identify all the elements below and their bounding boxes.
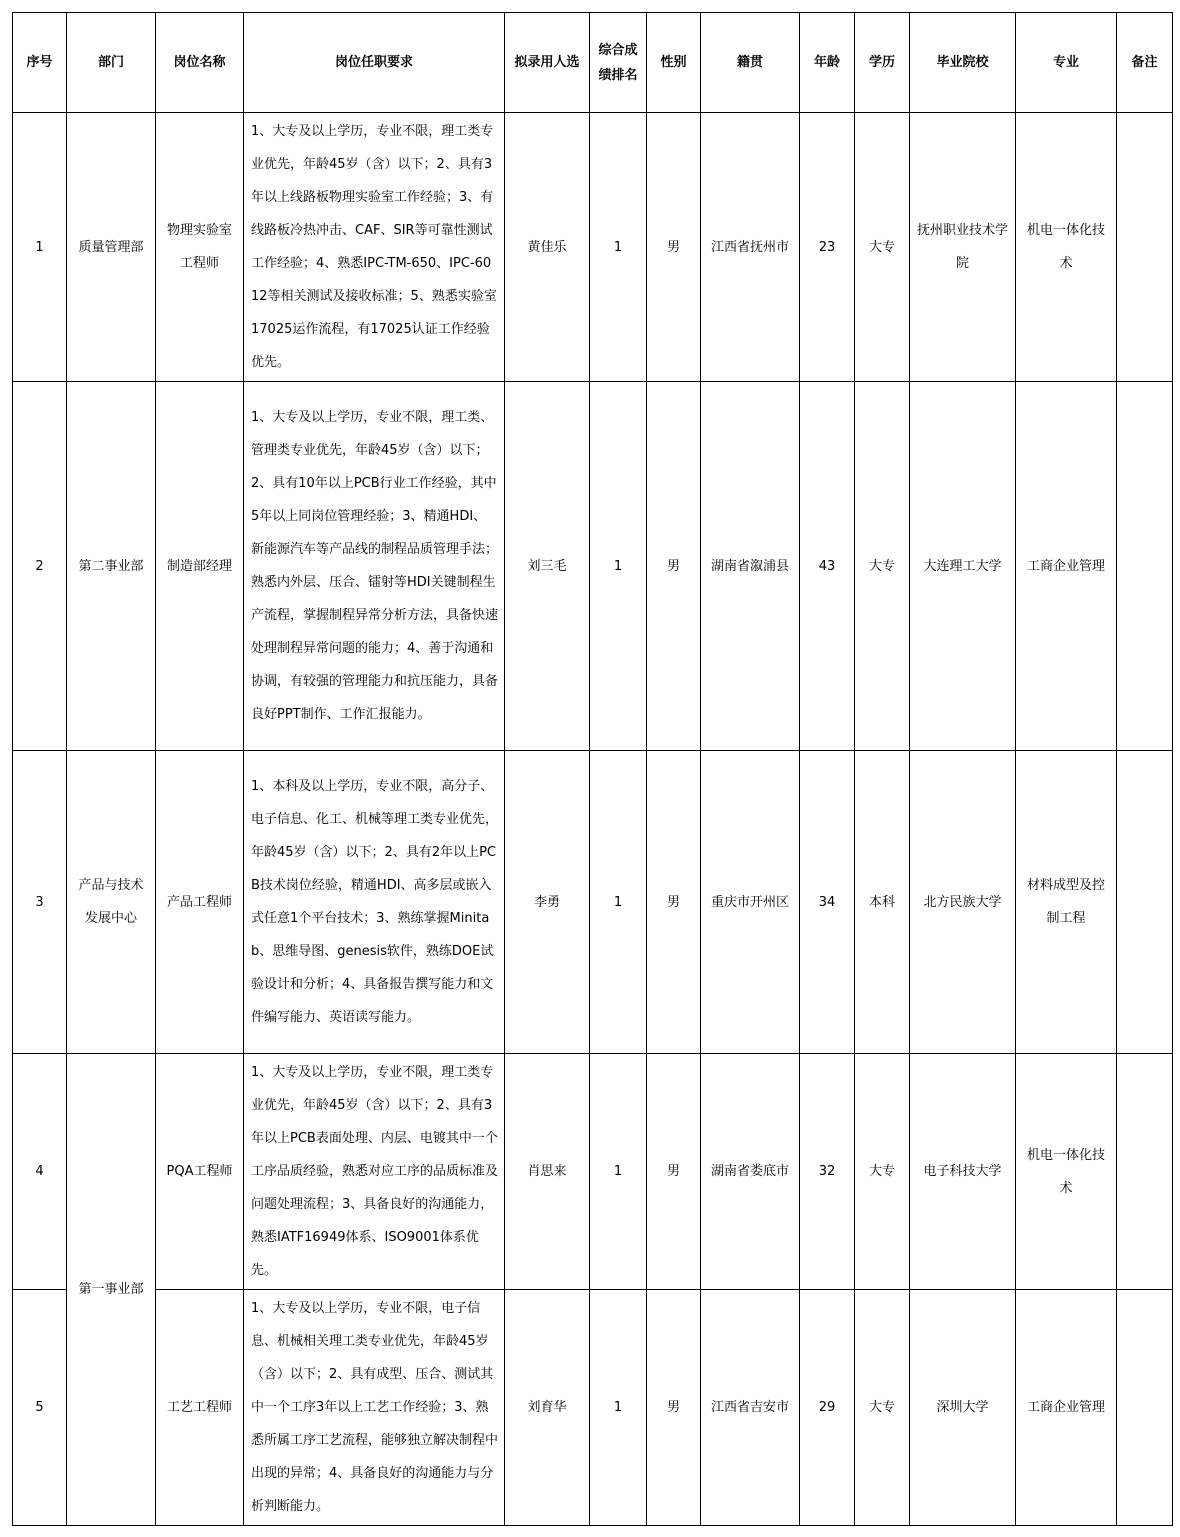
cell-req: 1、大专及以上学历，专业不限，理工类专业优先，年龄45岁（含）以下；2、具有3年以上PCB表面处理、内层、电镀其中一个工序品质经验，熟悉对应工序的品质标准及问题处理流程；3、具备良好的沟通能力，熟悉IATF16949体系、ISO9001体系优先。 [244, 1054, 505, 1290]
cell-gender: 男 [647, 113, 701, 382]
cell-gender: 男 [647, 1290, 701, 1526]
cell-origin: 江西省吉安市 [701, 1290, 800, 1526]
cell-school: 抚州职业技术学院 [910, 113, 1016, 382]
cell-major: 工商企业管理 [1016, 382, 1117, 751]
cell-req: 1、大专及以上学历，专业不限，电子信息、机械相关理工类专业优先，年龄45岁（含）以下；2、具有成型、压合、测试其中一个工序3年以上工艺工作经验；3、熟悉所属工序工艺流程，能够独立解决制程中出现的异常；4、具备良好的沟通能力与分析判断能力。 [244, 1290, 505, 1526]
cell-dept: 质量管理部 [67, 113, 156, 382]
header-age: 年龄 [800, 13, 855, 113]
cell-origin: 湖南省溆浦县 [701, 382, 800, 751]
recruitment-table [12, 12, 1173, 1526]
cell-major: 机电一体化技术 [1016, 1054, 1117, 1290]
header-req: 岗位任职要求 [244, 13, 505, 113]
cell-req: 1、本科及以上学历，专业不限，高分子、电子信息、化工、机械等理工类专业优先，年龄45岁（含）以下；2、具有2年以上PCB技术岗位经验，精通HDI、高多层或嵌入式任意1个平台技术；3、熟练掌握Minitab、思维导图、genesis软件，熟练DOE试验设计和分析；4、具备报告撰写能力和文件编写能力、英语读写能力。 [244, 751, 505, 1054]
table-row [13, 751, 1173, 1054]
cell-major: 机电一体化技术 [1016, 113, 1117, 382]
cell-name: 刘育华 [505, 1290, 590, 1526]
table-row [13, 113, 1173, 382]
cell-no: 5 [13, 1290, 67, 1526]
cell-note [1117, 113, 1173, 382]
cell-req: 1、大专及以上学历，专业不限，理工类、管理类专业优先，年龄45岁（含）以下；2、具有10年以上PCB行业工作经验，其中5年以上同岗位管理经验；3、精通HDI、新能源汽车等产品线的制程品质管理手法；熟悉内外层、压合、镭射等HDI关键制程生产流程，掌握制程异常分析方法，具备快速处理制程异常问题的能力；4、善于沟通和协调，有较强的管理能力和抗压能力，具备良好PPT制作、工作汇报能力。 [244, 382, 505, 751]
header-note: 备注 [1117, 13, 1173, 113]
cell-rank: 1 [590, 382, 647, 751]
table-row [13, 382, 1173, 751]
cell-origin: 江西省抚州市 [701, 113, 800, 382]
cell-age: 29 [800, 1290, 855, 1526]
cell-rank: 1 [590, 751, 647, 1054]
cell-post: 制造部经理 [156, 382, 244, 751]
cell-no: 1 [13, 113, 67, 382]
cell-note [1117, 751, 1173, 1054]
cell-dept: 第二事业部 [67, 382, 156, 751]
cell-note [1117, 382, 1173, 751]
cell-post: 工艺工程师 [156, 1290, 244, 1526]
cell-school: 电子科技大学 [910, 1054, 1016, 1290]
cell-origin: 重庆市开州区 [701, 751, 800, 1054]
header-row [13, 13, 1173, 113]
header-origin: 籍贯 [701, 13, 800, 113]
header-name: 拟录用人选 [505, 13, 590, 113]
cell-edu: 本科 [855, 751, 910, 1054]
header-edu: 学历 [855, 13, 910, 113]
cell-edu: 大专 [855, 382, 910, 751]
header-rank: 综合成绩排名 [590, 13, 647, 113]
cell-name: 黄佳乐 [505, 113, 590, 382]
cell-edu: 大专 [855, 1054, 910, 1290]
table-row [13, 1054, 1173, 1290]
cell-post: 产品工程师 [156, 751, 244, 1054]
cell-age: 23 [800, 113, 855, 382]
cell-name: 肖思来 [505, 1054, 590, 1290]
header-dept: 部门 [67, 13, 156, 113]
cell-major: 工商企业管理 [1016, 1290, 1117, 1526]
cell-no: 4 [13, 1054, 67, 1290]
cell-major: 材料成型及控制工程 [1016, 751, 1117, 1054]
cell-name: 李勇 [505, 751, 590, 1054]
cell-dept: 第一事业部 [67, 1054, 156, 1526]
cell-no: 3 [13, 751, 67, 1054]
cell-note [1117, 1054, 1173, 1290]
cell-note [1117, 1290, 1173, 1526]
cell-edu: 大专 [855, 113, 910, 382]
cell-req: 1、大专及以上学历，专业不限，理工类专业优先，年龄45岁（含）以下；2、具有3年以上线路板物理实验室工作经验；3、有线路板冷热冲击、CAF、SIR等可靠性测试工作经验；4、熟悉IPC-TM-650、IPC-6012等相关测试及接收标准；5、熟悉实验室17025运作流程，有17025认证工作经验优先。 [244, 113, 505, 382]
header-school: 毕业院校 [910, 13, 1016, 113]
cell-post: PQA工程师 [156, 1054, 244, 1290]
table-row [13, 1290, 1173, 1526]
cell-no: 2 [13, 382, 67, 751]
header-no: 序号 [13, 13, 67, 113]
header-post: 岗位名称 [156, 13, 244, 113]
cell-gender: 男 [647, 1054, 701, 1290]
cell-name: 刘三毛 [505, 382, 590, 751]
cell-dept: 产品与技术发展中心 [67, 751, 156, 1054]
cell-school: 北方民族大学 [910, 751, 1016, 1054]
cell-age: 43 [800, 382, 855, 751]
cell-school: 深圳大学 [910, 1290, 1016, 1526]
cell-gender: 男 [647, 382, 701, 751]
cell-origin: 湖南省娄底市 [701, 1054, 800, 1290]
cell-rank: 1 [590, 1290, 647, 1526]
cell-age: 34 [800, 751, 855, 1054]
header-gender: 性别 [647, 13, 701, 113]
cell-rank: 1 [590, 113, 647, 382]
cell-age: 32 [800, 1054, 855, 1290]
cell-edu: 大专 [855, 1290, 910, 1526]
header-major: 专业 [1016, 13, 1117, 113]
cell-school: 大连理工大学 [910, 382, 1016, 751]
cell-post: 物理实验室工程师 [156, 113, 244, 382]
cell-rank: 1 [590, 1054, 647, 1290]
cell-gender: 男 [647, 751, 701, 1054]
